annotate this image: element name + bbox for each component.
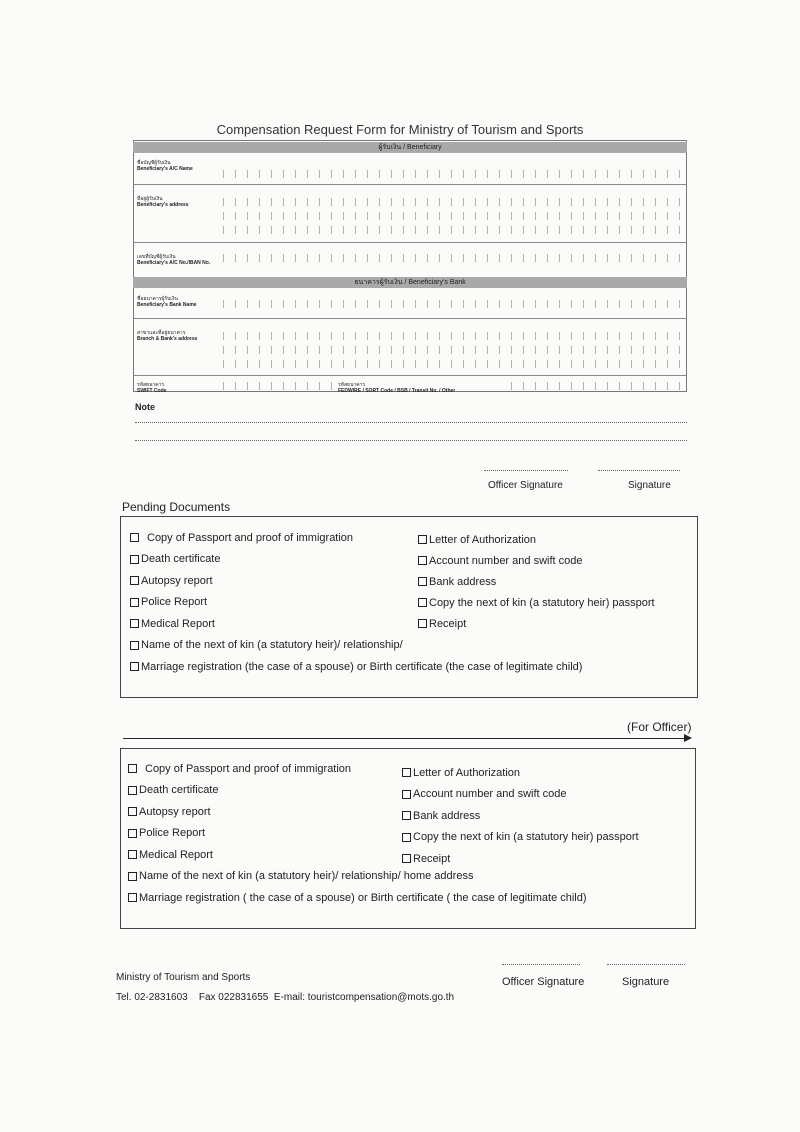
officer-signature-label: Officer Signature xyxy=(488,480,563,491)
officer-docs-right xyxy=(402,762,639,870)
fedwire-field[interactable] xyxy=(500,382,682,390)
doc-label: Receipt xyxy=(413,852,451,865)
doc-item[interactable] xyxy=(418,613,655,634)
checkbox[interactable] xyxy=(130,662,139,671)
checkbox[interactable] xyxy=(130,533,139,542)
fedwire-label xyxy=(338,382,455,394)
doc-label: Account number and swift code xyxy=(429,554,583,567)
doc-item[interactable] xyxy=(128,887,587,909)
branch-th: สาขาและที่อยู่ธนาคาร xyxy=(137,330,186,336)
bank-header: ธนาคารผู้รับเงิน / Beneficiary's Bank xyxy=(354,279,466,286)
checkbox[interactable] xyxy=(418,535,427,544)
swift-label xyxy=(137,382,166,394)
divider xyxy=(133,184,687,185)
doc-item[interactable] xyxy=(402,848,639,870)
doc-label: Letter of Authorization xyxy=(413,766,521,779)
divider xyxy=(133,318,687,319)
doc-label: Account number and swift code xyxy=(413,788,567,801)
pending-docs-right xyxy=(418,529,655,634)
checkbox[interactable] xyxy=(128,850,137,859)
address-field-line-3[interactable] xyxy=(212,226,682,234)
checkbox[interactable] xyxy=(402,833,411,842)
address-field-line-1[interactable] xyxy=(212,198,682,206)
doc-label: Copy of Passport and proof of immigration xyxy=(147,531,354,544)
swift-en: SWIFT Code xyxy=(137,388,167,394)
note-label: Note xyxy=(135,402,155,412)
doc-label: Police Report xyxy=(141,596,208,609)
fedwire-th: รหัสธนาคาร xyxy=(338,382,366,388)
doc-label: Medical Report xyxy=(139,848,213,861)
for-officer-label: (For Officer) xyxy=(627,720,692,734)
doc-label: Copy the next of kin (a statutory heir) passport xyxy=(429,596,655,609)
doc-label: Copy of Passport and proof of immigration xyxy=(145,762,352,775)
note-line-1[interactable] xyxy=(135,422,687,423)
ac-name-label xyxy=(137,160,193,172)
doc-item[interactable] xyxy=(418,571,655,592)
checkbox[interactable] xyxy=(130,576,139,585)
ac-no-label xyxy=(137,254,210,266)
checkbox[interactable] xyxy=(128,807,137,816)
checkbox[interactable] xyxy=(130,598,139,607)
doc-item[interactable] xyxy=(402,784,639,806)
address-th: ที่อยู่ผู้รับเงิน xyxy=(137,196,163,202)
checkbox[interactable] xyxy=(128,764,137,773)
checkbox[interactable] xyxy=(402,768,411,777)
doc-label: Police Report xyxy=(139,827,206,840)
doc-label: Copy the next of kin (a statutory heir) passport xyxy=(413,831,639,844)
doc-label: Name of the next of kin (a statutory heir)/ relationship/ home address xyxy=(139,870,474,883)
checkbox[interactable] xyxy=(128,872,137,881)
checkbox[interactable] xyxy=(128,829,137,838)
divider xyxy=(133,375,687,376)
bank-header-bar xyxy=(133,277,687,288)
beneficiary-header: ผู้รับเงิน / Beneficiary xyxy=(378,144,442,151)
beneficiary-header-bar xyxy=(133,142,687,153)
doc-item[interactable] xyxy=(402,762,639,784)
footer-org: Ministry of Tourism and Sports xyxy=(116,972,251,983)
doc-item[interactable] xyxy=(418,592,655,613)
branch-field-line-1[interactable] xyxy=(212,332,682,340)
ac-name-field[interactable] xyxy=(212,170,682,178)
doc-item[interactable] xyxy=(130,635,582,657)
officer-signature-label-2: Officer Signature xyxy=(502,976,585,988)
checkbox[interactable] xyxy=(130,619,139,628)
footer-contact: Tel. 02-2831603 Fax 022831655 E-mail: touristcompensation@mots.go.th xyxy=(116,992,455,1003)
signature-line[interactable] xyxy=(598,470,680,471)
divider xyxy=(133,242,687,243)
ac-no-field[interactable] xyxy=(212,254,682,262)
doc-item[interactable] xyxy=(418,529,655,550)
doc-label: Receipt xyxy=(429,617,467,630)
doc-label: Death certificate xyxy=(139,784,219,797)
ac-no-en: Beneficiary's A/C No./IBAN No. xyxy=(137,260,211,266)
doc-item[interactable] xyxy=(418,550,655,571)
doc-label: Medical Report xyxy=(141,617,215,630)
checkbox[interactable] xyxy=(130,641,139,650)
officer-signature-line-2[interactable] xyxy=(502,964,580,965)
signature-line-2[interactable] xyxy=(607,964,685,965)
address-en: Beneficiary's address xyxy=(137,202,189,208)
swift-field[interactable] xyxy=(212,382,332,390)
arrow-line xyxy=(123,738,687,739)
checkbox[interactable] xyxy=(418,577,427,586)
signature-label: Signature xyxy=(628,480,671,491)
doc-label: Death certificate xyxy=(141,553,221,566)
doc-item[interactable] xyxy=(402,827,639,849)
bank-name-en: Beneficiary's Bank Name xyxy=(137,302,197,308)
fedwire-en: FEDWIRE / SORT Code / BSB / Transit No. / Other xyxy=(338,388,456,394)
checkbox[interactable] xyxy=(418,556,427,565)
checkbox[interactable] xyxy=(128,786,137,795)
ac-name-en: Beneficiary's A/C Name xyxy=(137,166,193,172)
checkbox[interactable] xyxy=(402,854,411,863)
checkbox[interactable] xyxy=(418,619,427,628)
pending-documents-title: Pending Documents xyxy=(122,500,231,514)
officer-signature-line[interactable] xyxy=(484,470,568,471)
checkbox[interactable] xyxy=(418,598,427,607)
doc-label: Marriage registration (the case of a spouse) or Birth certificate (the case of legitimate child) xyxy=(141,660,583,673)
bank-name-field[interactable] xyxy=(212,300,682,308)
form-title: Compensation Request Form for Ministry of Tourism and Sports xyxy=(216,122,584,137)
doc-label: Name of the next of kin (a statutory heir)/ relationship/ xyxy=(141,639,403,652)
doc-label: Marriage registration ( the case of a spouse) or Birth certificate ( the case of legitimate child) xyxy=(139,891,587,904)
doc-label: Autopsy report xyxy=(141,574,213,587)
note-line-2[interactable] xyxy=(135,440,687,441)
doc-item[interactable] xyxy=(130,656,582,678)
address-field-line-2[interactable] xyxy=(212,212,682,220)
branch-label xyxy=(137,330,197,342)
doc-label: Bank address xyxy=(429,575,497,588)
doc-label: Bank address xyxy=(413,809,481,822)
branch-field-line-3[interactable] xyxy=(212,360,682,368)
doc-label: Letter of Authorization xyxy=(429,533,537,546)
bank-name-th: ชื่อธนาคารผู้รับเงิน xyxy=(137,296,178,302)
checkbox[interactable] xyxy=(402,790,411,799)
ac-no-th: เลขที่บัญชีผู้รับเงิน xyxy=(137,254,176,260)
doc-item[interactable] xyxy=(402,805,639,827)
ac-name-th: ชื่อบัญชีผู้รับเงิน xyxy=(137,160,171,166)
bank-name-label xyxy=(137,296,197,308)
doc-label: Autopsy report xyxy=(139,805,211,818)
address-label xyxy=(137,196,189,208)
checkbox[interactable] xyxy=(128,893,137,902)
checkbox[interactable] xyxy=(130,555,139,564)
branch-field-line-2[interactable] xyxy=(212,346,682,354)
swift-th: รหัสธนาคาร xyxy=(137,382,165,388)
arrow-right-icon xyxy=(684,734,692,742)
checkbox[interactable] xyxy=(402,811,411,820)
signature-label-2: Signature xyxy=(622,976,670,988)
branch-en: Branch & Bank's address xyxy=(137,336,198,342)
